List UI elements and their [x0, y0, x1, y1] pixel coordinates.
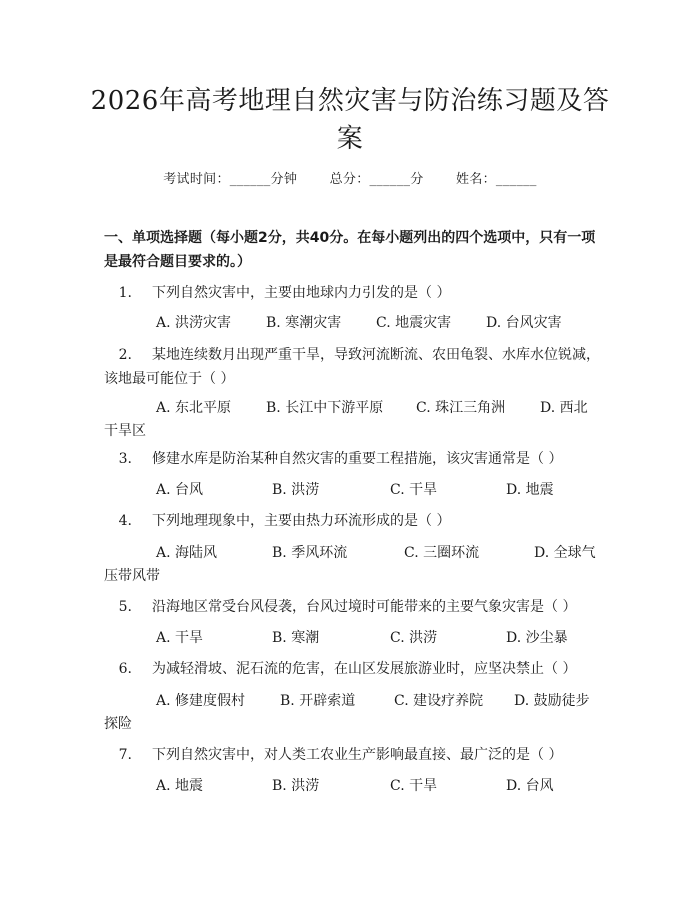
option-a: A. 地震: [156, 778, 204, 794]
option-b: B. 洪涝: [272, 482, 320, 498]
question-text: 为减轻滑坡、泥石流的危害，在山区发展旅游业时，应坚决禁止（ ）: [152, 661, 577, 677]
question-1-options: [104, 311, 604, 335]
question-3-options: [104, 478, 604, 502]
question-4: [104, 509, 604, 533]
question-number: 3.: [118, 451, 132, 467]
option-a: A. 台风: [156, 482, 204, 498]
option-a: A. 修建度假村: [156, 693, 246, 709]
option-wrap: 干旱区: [104, 423, 146, 439]
option-d: D. 台风: [506, 778, 554, 794]
question-6-options: [104, 689, 604, 713]
exam-score-label: 总分：______分: [329, 172, 424, 187]
option-c: C. 干旱: [390, 778, 438, 794]
option-d: D. 地震: [506, 482, 554, 498]
option-c: C. 干旱: [390, 482, 438, 498]
option-d: D. 鼓励徒步: [514, 693, 590, 709]
question-6: [104, 657, 604, 681]
option-c: C. 建设疗养院: [394, 693, 484, 709]
page-title: 2026年高考地理自然灾害与防治练习题及答案: [90, 86, 610, 154]
question-text: 沿海地区常受台风侵袭，台风过境时可能带来的主要气象灾害是（ ）: [152, 599, 577, 615]
option-wrap: 探险: [104, 716, 132, 732]
question-number: 1.: [118, 285, 132, 301]
option-c: C. 三圈环流: [404, 545, 480, 561]
option-c: C. 地震灾害: [376, 315, 452, 331]
question-4-options: [104, 541, 604, 565]
question-text: 某地连续数月出现严重干旱，导致河流断流、农田龟裂、水库水位锐减，该地最可能位于（ ）: [104, 347, 600, 387]
section-heading: 一、单项选择题（每小题2分，共40分。在每小题列出的四个选项中，只有一项是最符合题目要求的。）: [104, 230, 596, 270]
option-b: B. 长江中下游平原: [266, 400, 384, 416]
option-a: A. 海陆风: [156, 545, 218, 561]
option-b: B. 季风环流: [272, 545, 348, 561]
question-2: [104, 343, 604, 391]
question-number: 7.: [118, 747, 132, 763]
exam-time-label: 考试时间：______分钟: [163, 172, 298, 187]
question-number: 6.: [118, 661, 132, 677]
option-a: A. 洪涝灾害: [156, 315, 232, 331]
option-d: D. 沙尘暴: [506, 630, 568, 646]
question-7-options: [104, 774, 604, 798]
option-d: D. 全球气: [534, 545, 596, 561]
option-b: B. 洪涝: [272, 778, 320, 794]
option-b: B. 寒潮灾害: [266, 315, 342, 331]
question-5: [104, 595, 604, 619]
question-7: [104, 743, 604, 767]
question-text: 下列自然灾害中，对人类工农业生产影响最直接、最广泛的是（ ）: [152, 747, 563, 763]
option-b: B. 开辟索道: [280, 693, 356, 709]
option-a: A. 东北平原: [156, 400, 232, 416]
exam-name-label: 姓名：______: [456, 172, 537, 187]
question-text: 下列自然灾害中，主要由地球内力引发的是（ ）: [152, 285, 451, 301]
question-2-options: [104, 396, 604, 420]
option-b: B. 寒潮: [272, 630, 320, 646]
option-d: D. 台风灾害: [486, 315, 562, 331]
question-number: 4.: [118, 513, 132, 529]
exam-meta: [0, 168, 700, 187]
option-c: C. 洪涝: [390, 630, 438, 646]
option-c: C. 珠江三角洲: [416, 400, 506, 416]
question-text: 下列地理现象中，主要由热力环流形成的是（ ）: [152, 513, 451, 529]
question-number: 5.: [118, 599, 132, 615]
question-3: [104, 447, 604, 471]
option-wrap: 压带风带: [104, 568, 160, 584]
question-5-options: [104, 626, 604, 650]
option-a: A. 干旱: [156, 630, 204, 646]
question-text: 修建水库是防治某种自然灾害的重要工程措施，该灾害通常是（ ）: [152, 451, 563, 467]
question-number: 2.: [118, 347, 132, 363]
option-d: D. 西北: [540, 400, 588, 416]
question-1: [104, 281, 604, 305]
